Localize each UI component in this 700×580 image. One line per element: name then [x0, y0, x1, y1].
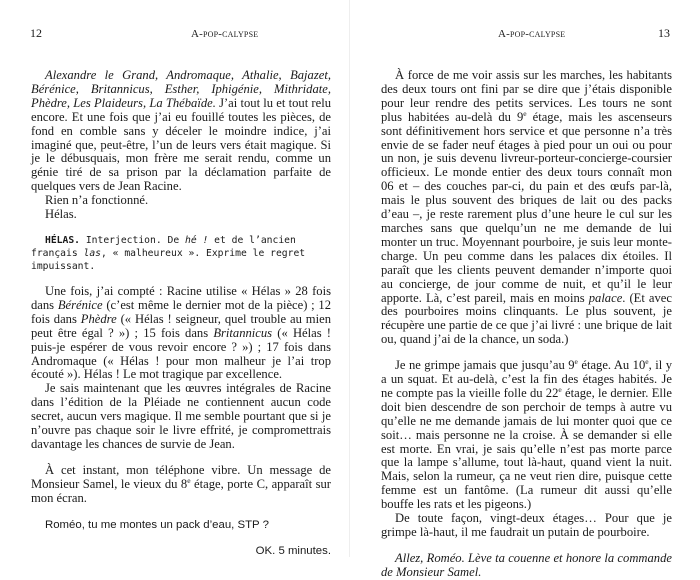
paragraph-text: Je ne grimpe jamais que jusqu’au 9	[395, 358, 575, 373]
right-page	[350, 0, 700, 579]
paragraph-text: À cet instant, mon téléphone vibre. Un message de Monsieur Samel, le vieux du 8	[31, 462, 331, 491]
dictionary-headword: HÉLAS.	[45, 234, 80, 246]
running-head: A-pop-calypse	[498, 28, 566, 40]
page-number: 13	[658, 26, 670, 40]
play-title: Bérénice	[57, 297, 103, 312]
paragraph-text: . (Et avec des pourboires moins clinquants. Le plus souvent, je récupère une partie de ce que j’ai livré : une brique de lait ou, quand j’ai de la chance, un soda.)	[381, 290, 672, 347]
paragraph: Rien n’a fonctionné.	[45, 193, 149, 208]
play-title: Phèdre	[80, 311, 117, 326]
paragraph	[381, 356, 672, 512]
paragraph: Hélas.	[45, 207, 77, 222]
paragraph-text: (« Hélas ! puis-je espérer de vous revoir encore ? ») ; 17 fois dans Andromaque (« Hélas ! pour mon malheur je l’ai trop écouté »). Hélas ! Le mot tragique par excellence.	[31, 325, 331, 382]
closing-paragraph: Allez, Roméo. Lève ta couenne et honore la commande de Monsieur Samel.	[381, 550, 672, 579]
paragraph-text: étage, le dernier. Elle doit bien descendre de son perchoir de temps à autre vu qu’elle ne me demande jamais de lui monter quoi que ce soit… mais personne ne la croise. À se demander si elle est morte. En vrai, je sais qu’elle n’est pas morte parce que la lampe s’allume, tout là-haut, quand vient la nuit. Mais, selon la rumeur, ça ne veut rien dire, puisque cette femme est un fantôme. (La rumeur dit aussi qu’elle bouffe les rats et les pigeons.)	[381, 385, 672, 512]
play-title: Britannicus	[213, 325, 273, 340]
paragraph-text: À force de me voir assis sur les marches, les habitants des deux tours ont fini par se dire que j’étais disponible pour leur rendre des petits services. Les tours ne sont plus habitées au-delà du 9	[381, 68, 672, 124]
sms-message: Roméo, tu me montes un pack d’eau, STP ?	[45, 518, 269, 531]
paragraph-text: Une fois, j’ai compté : Racine utilise « Hélas » 28 fois dans	[31, 283, 331, 312]
paragraph	[381, 69, 672, 347]
superscript: e	[187, 475, 191, 485]
superscript: e	[558, 384, 562, 394]
sms-reply: OK. 5 minutes.	[255, 544, 331, 557]
left-page-body	[31, 69, 331, 558]
paragraph	[31, 464, 331, 506]
paragraph: Je sais maintenant que les œuvres intégrales de Racine dans l’édition de la Pléiade ne contiennent aucun code secret, aucun vers magique. Il me semble pourtant que si je n’ouvre pas chaque soir le livre effrité, je compromettrais davantage les chances de survie de Jean.	[31, 381, 331, 451]
dictionary-text: Interjection. De	[80, 234, 185, 246]
dictionary-text: hé !	[184, 234, 209, 246]
superscript: e	[523, 108, 527, 118]
right-page-body	[381, 69, 672, 580]
page-number: 12	[30, 26, 42, 40]
racine-titles-list: Alexandre le Grand, Andromaque, Athalie, Bajazet, Bérénice, Britannicus, Esther, Iphigénie, Mithridate, Phèdre, Les Plaideurs, La Thébaïde.	[31, 68, 331, 110]
paragraph-text: , il y a un squat. Et au-delà, c’est la fin des étages habités. Je ne compte pas la vieille folle du 22	[381, 358, 672, 400]
paragraph-text: étage, mais les ascenseurs sont définitivement hors service et que personne n’a très envie de se fader neuf étages à pied pour un oui ou pour un non, je suis devenu livreur-porteur-concierge-coursier officieux. Le monde entier des deux tours connaît mon 06 et – des couches par-ci, du pain et des œufs par-là, mais le plus souvent des briques de lait ou des packs d’eau –, je reste rarement plus d’une heure le cul sur les marches sans que quelqu’un ne me demande de lui monter un truc. Moyennant pourboire, je suis leur monte-charge. Un peu comme dans les palaces dix étoiles. Il paraît que les clients peuvent demander n’importe quoi au concierge, de jour comme de nuit, et qu’il le leur apporte. Là, c’est pareil, mais en moins	[381, 109, 673, 305]
superscript: e	[645, 356, 649, 366]
emphasis: palace	[588, 290, 623, 305]
paragraph: De toute façon, vingt-deux étages… Pour que je grimpe là-haut, il me faudrait un putain de pourboire.	[381, 511, 672, 539]
paragraph	[31, 285, 331, 382]
paragraph-text: (« Hélas ! seigneur, quel trouble au mien peut être égal ? ») ; 15 fois dans	[31, 311, 331, 340]
paragraph	[31, 69, 331, 194]
dictionary-text: las	[83, 247, 101, 259]
paragraph-text: étage, porte C, apparaît sur mon écran.	[31, 476, 331, 505]
left-page	[0, 0, 350, 557]
dictionary-text: , « malheureux ». Exprime le regret impuissant.	[31, 247, 306, 272]
dictionary-text: et de l’ancien français	[31, 234, 296, 259]
dictionary-entry	[31, 234, 331, 273]
paragraph-text: J’ai tout lu et tout relu encore. Et une fois que j’ai eu fouillé toutes les pièces, de fond en comble sans y déceler le moindre indice, j’ai imaginé que, peut-être, l’un de leurs vers était magique. Si je le débusquais, mon frère me serait rendu, comme un génie tiré de sa prison par la déclamation parfaite de quelques vers de Jean Racine.	[31, 95, 331, 194]
superscript: e	[574, 356, 578, 366]
running-head: A-pop-calypse	[191, 28, 259, 40]
paragraph-text: (c’est même le dernier mot de la pièce) ; 12 fois dans	[31, 297, 332, 326]
paragraph-text: étage. Au 10	[577, 358, 646, 373]
